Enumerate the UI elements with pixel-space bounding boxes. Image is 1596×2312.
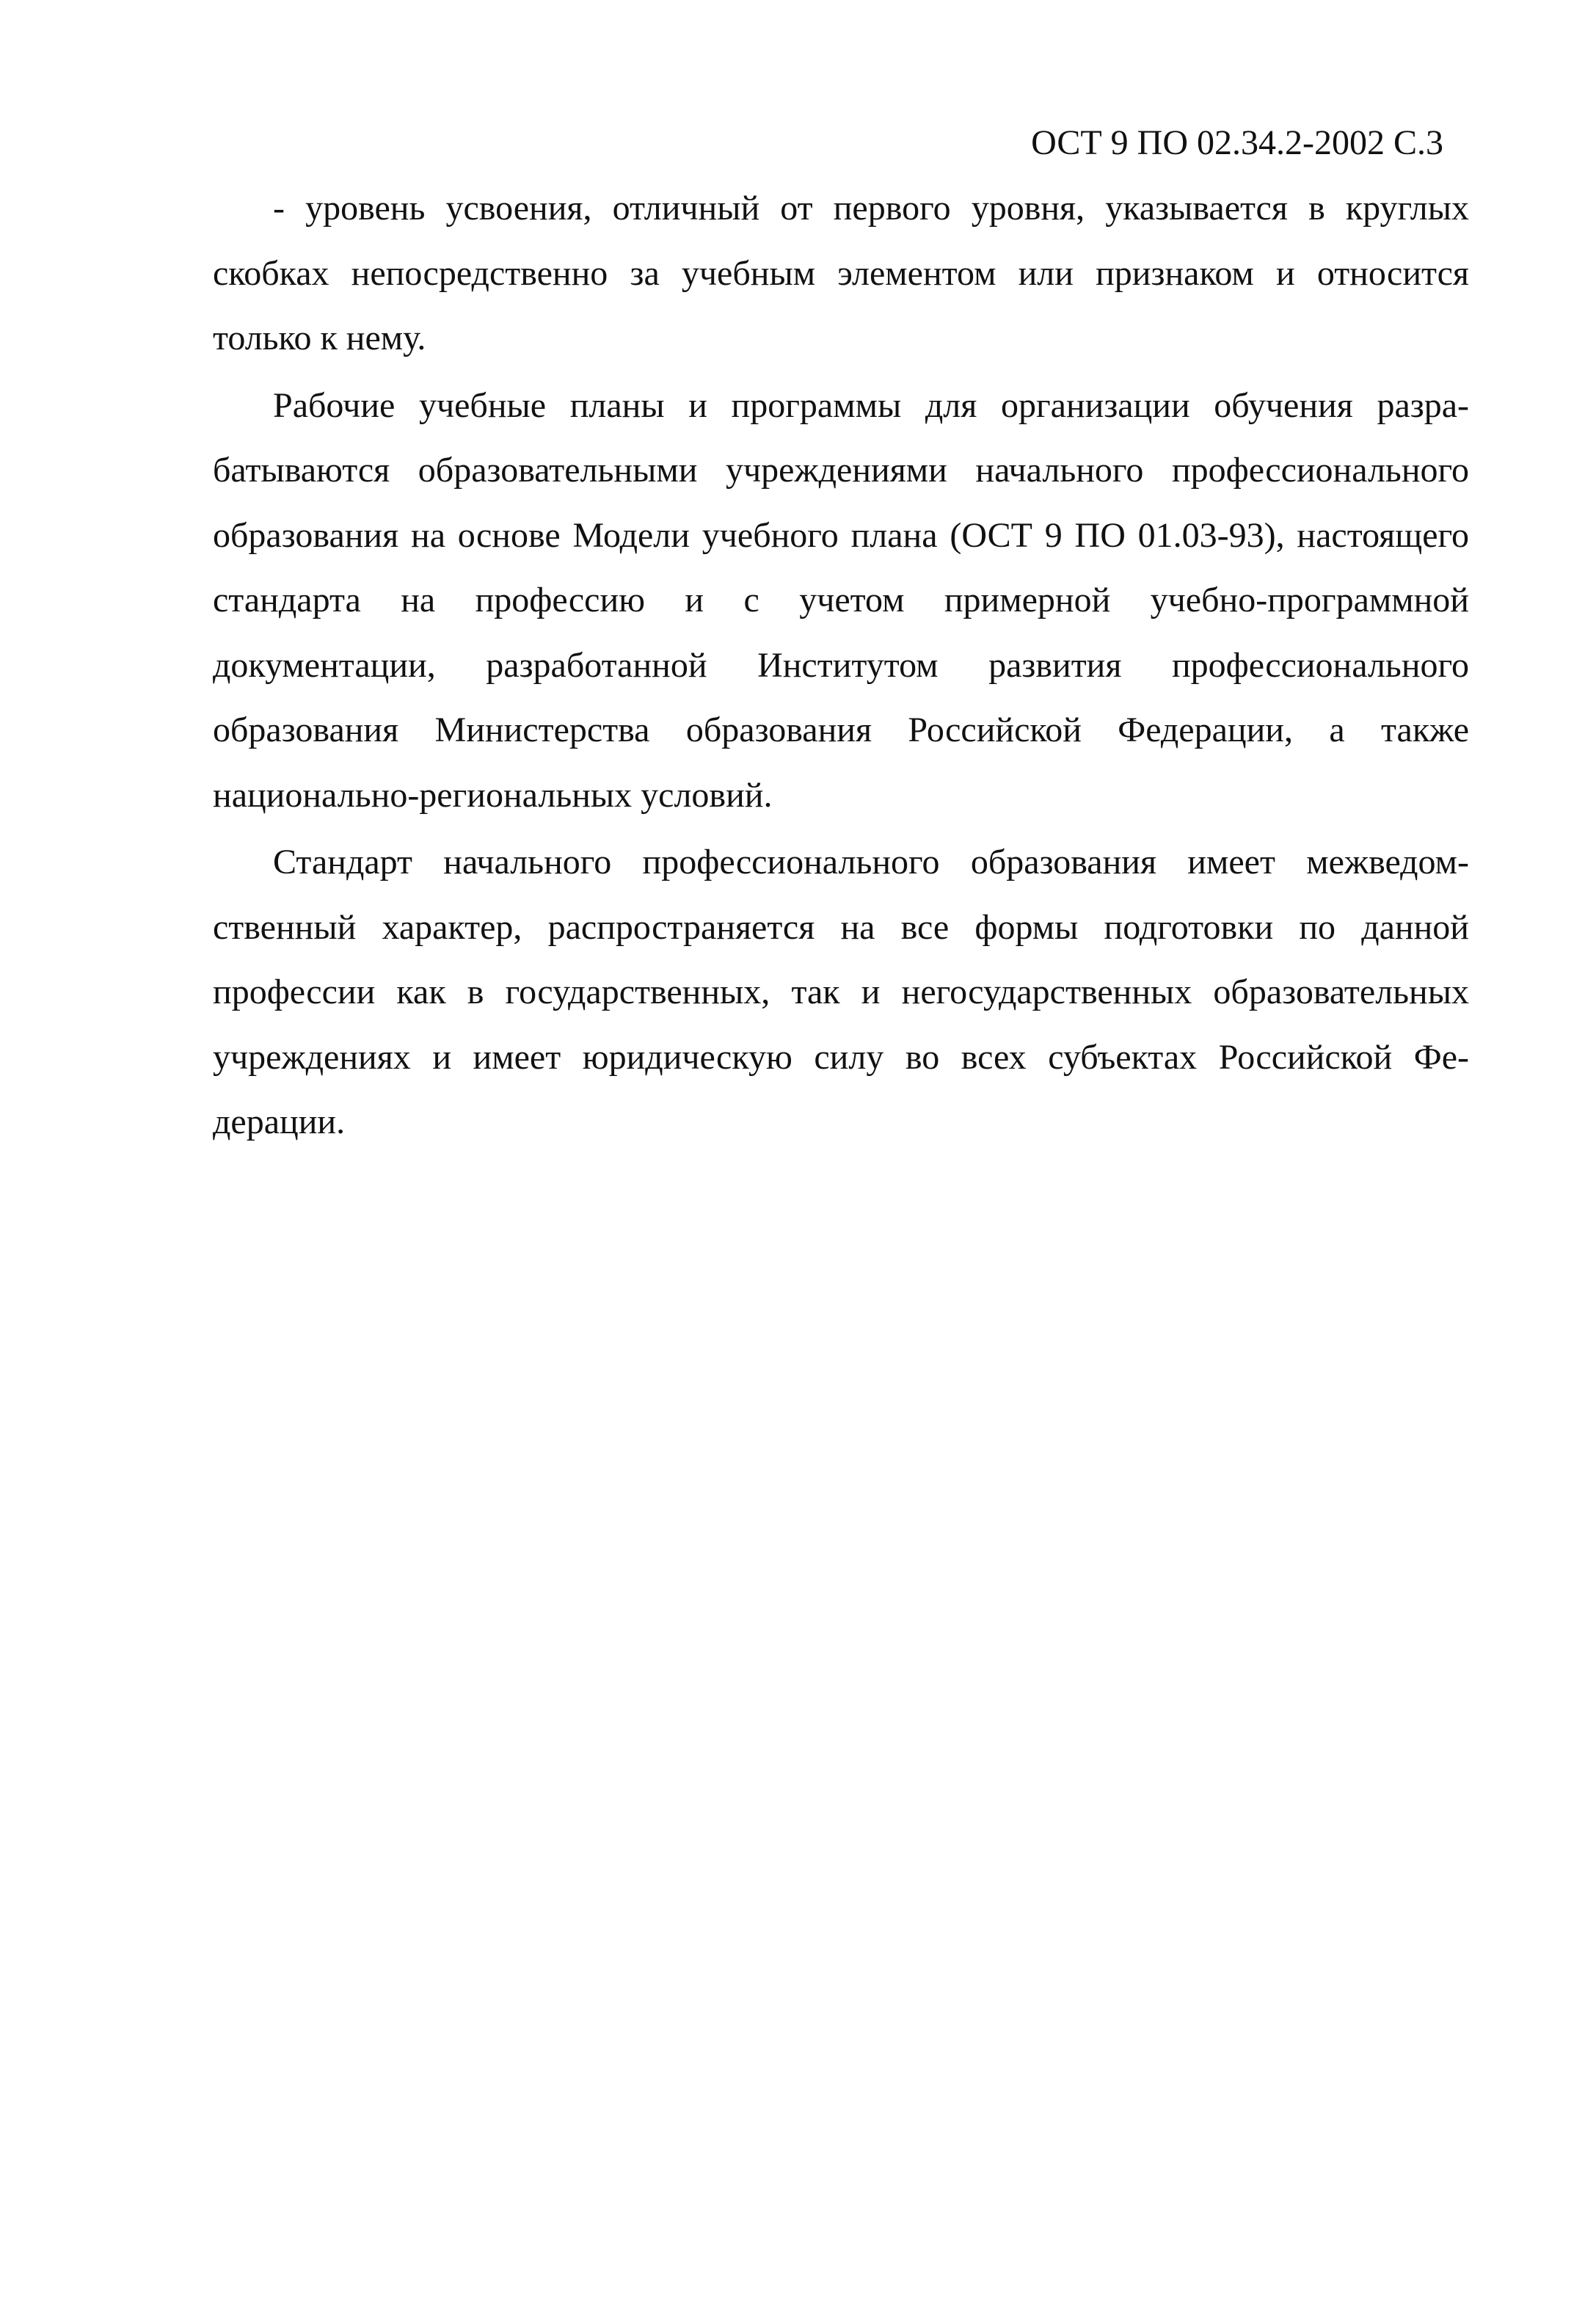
page-header-doc-ref: ОСТ 9 ПО 02.34.2-2002 С.3 bbox=[1031, 123, 1443, 162]
paragraph-working-curricula: Рабочие учебные планы и программы для организации обучения разрабатываются образовательными учреждениями начального профессионального образования на основе Модели учебного плана (ОСТ 9 ПО 01.03-93), настоящего стандарта на профессию и с учетом примерной учебно-программной документации, разработанной Институтом развития профессионального образования Министерства образования Российской Федерации, а также национально-региональных условий. bbox=[213, 385, 1469, 815]
paragraph-mastery-level: - уровень усвоения, отличный от первого уровня, указывается в круглых скобках непосредственно за учебным элементом или признаком и относится только к нему. bbox=[213, 189, 1469, 357]
document-body bbox=[213, 176, 1469, 1155]
paragraph-standard-scope: Стандарт начального профессионального образования имеет межведомственный характер, распространяется на все формы подготовки по данной профессии как в государственных, так и негосударственных образовательных учреждениях и имеет юридическую силу во всех субъектах Российской Федерации. bbox=[213, 843, 1469, 1141]
